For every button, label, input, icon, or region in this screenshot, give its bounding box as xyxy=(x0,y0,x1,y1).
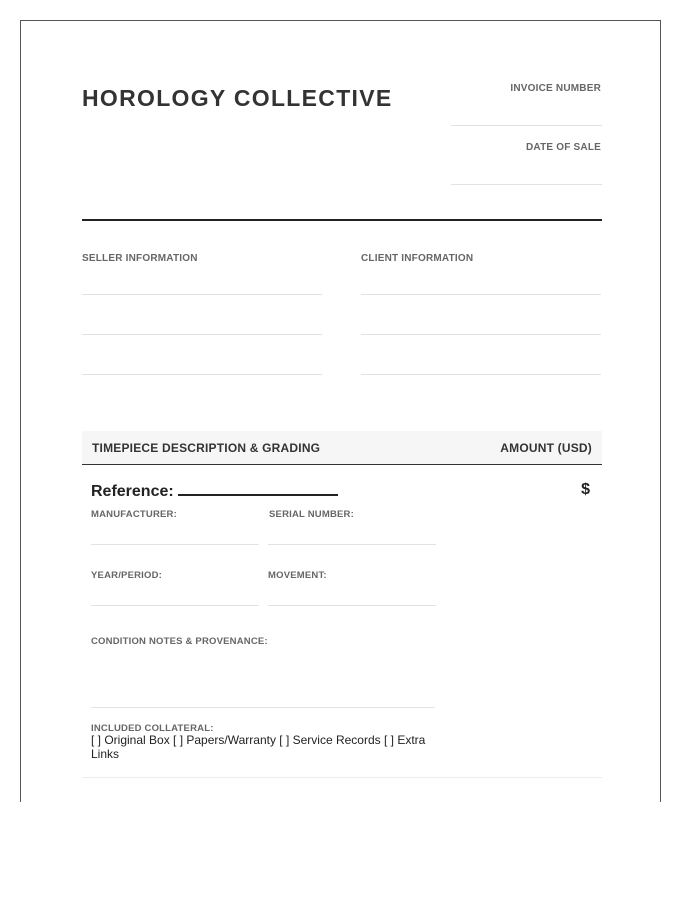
company-name: HOROLOGY COLLECTIVE xyxy=(82,85,393,111)
manufacturer-label: MANUFACTURER: xyxy=(91,509,177,520)
movement-field[interactable] xyxy=(268,605,436,606)
condition-notes-label: CONDITION NOTES & PROVENANCE: xyxy=(91,636,268,647)
client-field-line[interactable] xyxy=(361,374,601,375)
reference-field[interactable] xyxy=(178,480,338,496)
serial-number-label: SERIAL NUMBER: xyxy=(269,509,354,520)
reference-label: Reference: xyxy=(91,483,174,500)
collateral-checklist[interactable]: [ ] Original Box [ ] Papers/Warranty [ ] Service Records [ ] Extra Links xyxy=(91,733,426,761)
client-field-line[interactable] xyxy=(361,334,601,335)
serial-number-field[interactable] xyxy=(268,544,436,545)
invoice-number-label: INVOICE NUMBER xyxy=(510,83,601,94)
manufacturer-field[interactable] xyxy=(91,544,259,545)
invoice-number-field[interactable] xyxy=(451,125,602,126)
year-period-label: YEAR/PERIOD: xyxy=(91,570,163,581)
year-period-field[interactable] xyxy=(91,605,259,606)
line-item-divider xyxy=(82,777,602,778)
date-of-sale-label: DATE OF SALE xyxy=(526,142,601,153)
seller-field-line[interactable] xyxy=(82,334,322,335)
seller-field-line[interactable] xyxy=(82,374,322,375)
client-field-line[interactable] xyxy=(361,294,601,295)
seller-field-line[interactable] xyxy=(82,294,322,295)
client-info-label: CLIENT INFORMATION xyxy=(361,253,474,264)
condition-notes-field[interactable] xyxy=(91,707,435,708)
description-column-header: TIMEPIECE DESCRIPTION & GRADING xyxy=(92,441,321,455)
movement-label: MOVEMENT: xyxy=(268,570,327,581)
amount-column-header: AMOUNT (USD) xyxy=(500,441,592,455)
line-items-header xyxy=(82,431,602,465)
amount-currency-symbol: $ xyxy=(581,481,590,498)
seller-info-label: SELLER INFORMATION xyxy=(82,253,198,264)
included-collateral-label: INCLUDED COLLATERAL: xyxy=(91,723,214,734)
header-divider xyxy=(82,219,602,221)
reference-row xyxy=(91,480,338,501)
date-of-sale-field[interactable] xyxy=(451,184,602,185)
invoice-sheet xyxy=(20,20,661,802)
